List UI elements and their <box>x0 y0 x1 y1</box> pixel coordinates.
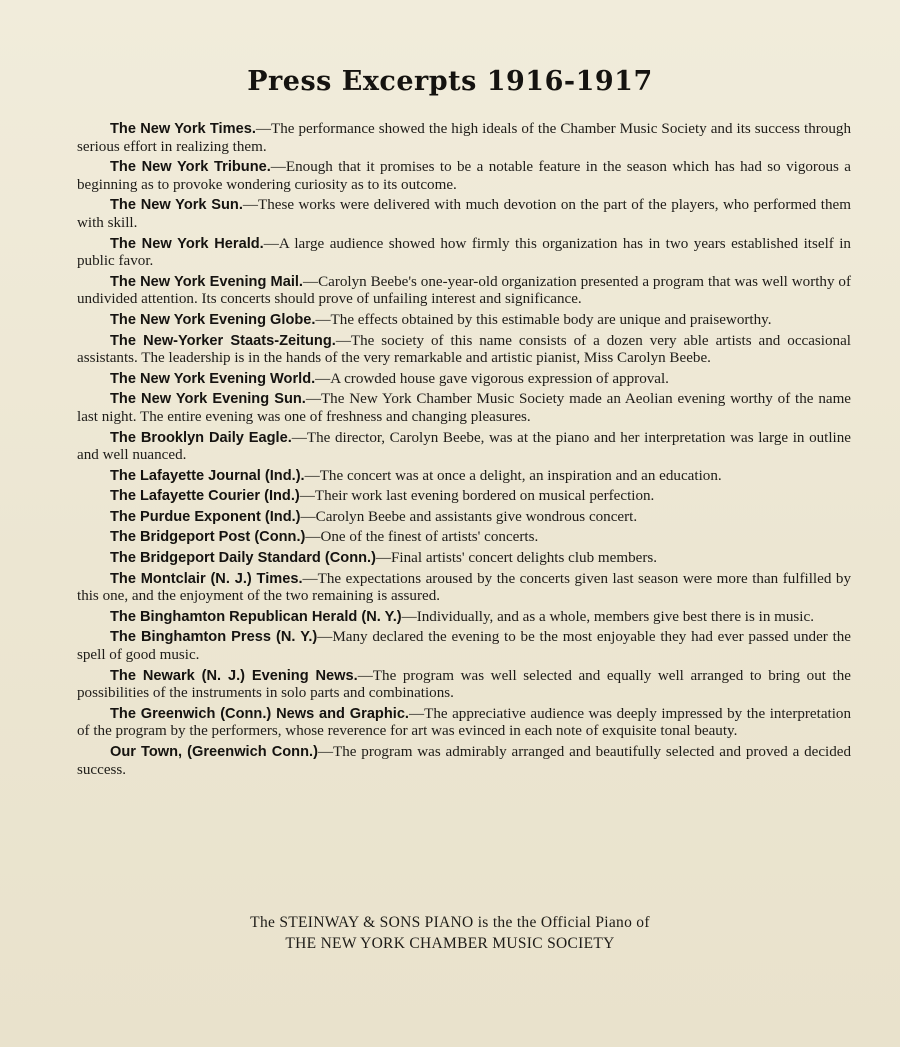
excerpt-text: —The effects obtained by this estimable body are unique and praiseworthy. <box>315 311 772 328</box>
excerpt-source: The Lafayette Journal (Ind.). <box>110 467 305 484</box>
excerpt-text: —The director, Carolyn Beebe, was at the piano and her interpretation was large in outline and well nuanced. <box>77 429 851 464</box>
excerpt-entry <box>77 668 851 703</box>
excerpt-entry <box>77 609 851 627</box>
excerpt-text: —The appreciative audience was deeply impressed by the interpretation of the program by the performers, whose reverence for art was evinced in each note of exquisite tonal beauty. <box>77 705 851 740</box>
footer-note <box>0 912 900 954</box>
excerpt-text: —A crowded house gave vigorous expression of approval. <box>315 370 669 387</box>
excerpt-source: The Bridgeport Post (Conn.) <box>110 529 306 546</box>
excerpt-source: The Brooklyn Daily Eagle. <box>110 429 292 446</box>
excerpt-entry <box>77 550 851 568</box>
excerpt-text: —The society of this name consists of a dozen very able artists and occasional assistants. The leadership is in the hands of the very remarkable and artistic pianist, Miss Carolyn Beebe. <box>77 332 851 367</box>
excerpt-text: —The concert was at once a delight, an inspiration and an education. <box>304 467 722 484</box>
excerpt-text: —A large audience showed how firmly this organization has in two years established itself in public favor. <box>77 235 851 270</box>
excerpt-source: The Lafayette Courier (Ind.) <box>110 488 300 505</box>
excerpt-text: —Many declared the evening to be the most enjoyable they had ever passed under the spell of good music. <box>77 629 852 664</box>
excerpt-source: The Montclair (N. J.) Times. <box>110 570 303 587</box>
excerpt-source: The Greenwich (Conn.) News and Graphic. <box>110 705 409 722</box>
excerpt-source: The New York Sun. <box>110 197 243 214</box>
excerpt-entry <box>77 571 851 606</box>
excerpt-text: —Their work last evening bordered on musical perfection. <box>299 488 655 505</box>
excerpt-entry <box>77 509 851 527</box>
press-excerpts-list <box>77 121 851 782</box>
excerpt-entry <box>77 488 851 506</box>
excerpt-entry <box>77 744 851 779</box>
excerpt-source: The New York Evening Sun. <box>110 391 306 408</box>
excerpt-text: —The performance showed the high ideals of the Chamber Music Society and its success through serious effort in realizing them. <box>77 121 851 155</box>
excerpt-entry <box>77 159 851 194</box>
excerpt-entry <box>77 430 851 465</box>
excerpt-entry <box>77 121 851 156</box>
footer-line-2: THE NEW YORK CHAMBER MUSIC SOCIETY <box>285 935 615 952</box>
page-title: Press Excerpts 1916-1917 <box>247 66 653 97</box>
excerpt-text: —The program was well selected and equally well arranged to bring out the possibilities of the instruments in solo parts and combinations. <box>77 667 851 702</box>
excerpt-source: The Bridgeport Daily Standard (Conn.) <box>110 550 376 567</box>
excerpt-source: The Binghamton Republican Herald (N. Y.) <box>110 608 402 625</box>
excerpt-source: The Newark (N. J.) Evening News. <box>110 667 358 684</box>
excerpt-entry <box>77 333 851 368</box>
excerpt-source: The New-Yorker Staats-Zeitung. <box>110 332 336 349</box>
excerpt-entry <box>77 274 851 309</box>
excerpt-text: —The New York Chamber Music Society made an Aeolian evening worthy of the name last night. The entire evening was one of freshness and changing pleasures. <box>77 391 852 425</box>
excerpt-text: —The program was admirably arranged and beautifully selected and proved a decided success. <box>77 744 852 778</box>
excerpt-text: —The expectations aroused by the concerts given last season were more than fulfilled by this one, and the enjoyment of the two remaining is assured. <box>77 570 851 605</box>
excerpt-entry <box>77 529 851 547</box>
excerpt-source: The New York Evening Globe. <box>110 311 316 328</box>
excerpt-source: The Purdue Exponent (Ind.) <box>110 508 301 525</box>
excerpt-source: The New York Times. <box>110 121 256 137</box>
excerpt-entry <box>77 197 851 232</box>
excerpt-source: The Binghamton Press (N. Y.) <box>110 629 318 646</box>
excerpt-entry <box>77 236 851 271</box>
excerpt-entry <box>77 391 851 426</box>
excerpt-text: —Enough that it promises to be a notable feature in the season which has had so vigorous a beginning as to provoke wondering curiosity as to its outcome. <box>77 159 851 193</box>
excerpt-source: The New York Herald. <box>110 235 264 252</box>
excerpt-entry <box>77 706 851 741</box>
excerpt-entry <box>77 312 851 330</box>
excerpt-text: —These works were delivered with much devotion on the part of the players, who performed them with skill. <box>77 197 851 231</box>
excerpt-entry <box>77 629 851 664</box>
excerpt-text: —Individually, and as a whole, members give best there is in music. <box>401 608 814 625</box>
excerpt-source: The New York Tribune. <box>110 159 271 176</box>
excerpt-text: —Carolyn Beebe and assistants give wondrous concert. <box>300 508 638 525</box>
excerpt-source: The New York Evening World. <box>110 370 316 387</box>
footer-line-1: The STEINWAY & SONS PIANO is the the Official Piano of <box>250 914 650 931</box>
excerpt-entry <box>77 468 851 486</box>
excerpt-source: Our Town, (Greenwich Conn.) <box>110 744 318 760</box>
excerpt-text: —One of the finest of artists' concerts. <box>305 529 539 546</box>
excerpt-text: —Final artists' concert delights club members. <box>375 550 657 567</box>
excerpt-text: —Carolyn Beebe's one-year-old organization presented a program that was well worthy of undivided attention. Its concerts should prove of unfailing interest and significance. <box>77 273 851 308</box>
excerpt-entry <box>77 371 851 389</box>
excerpt-source: The New York Evening Mail. <box>110 273 303 290</box>
